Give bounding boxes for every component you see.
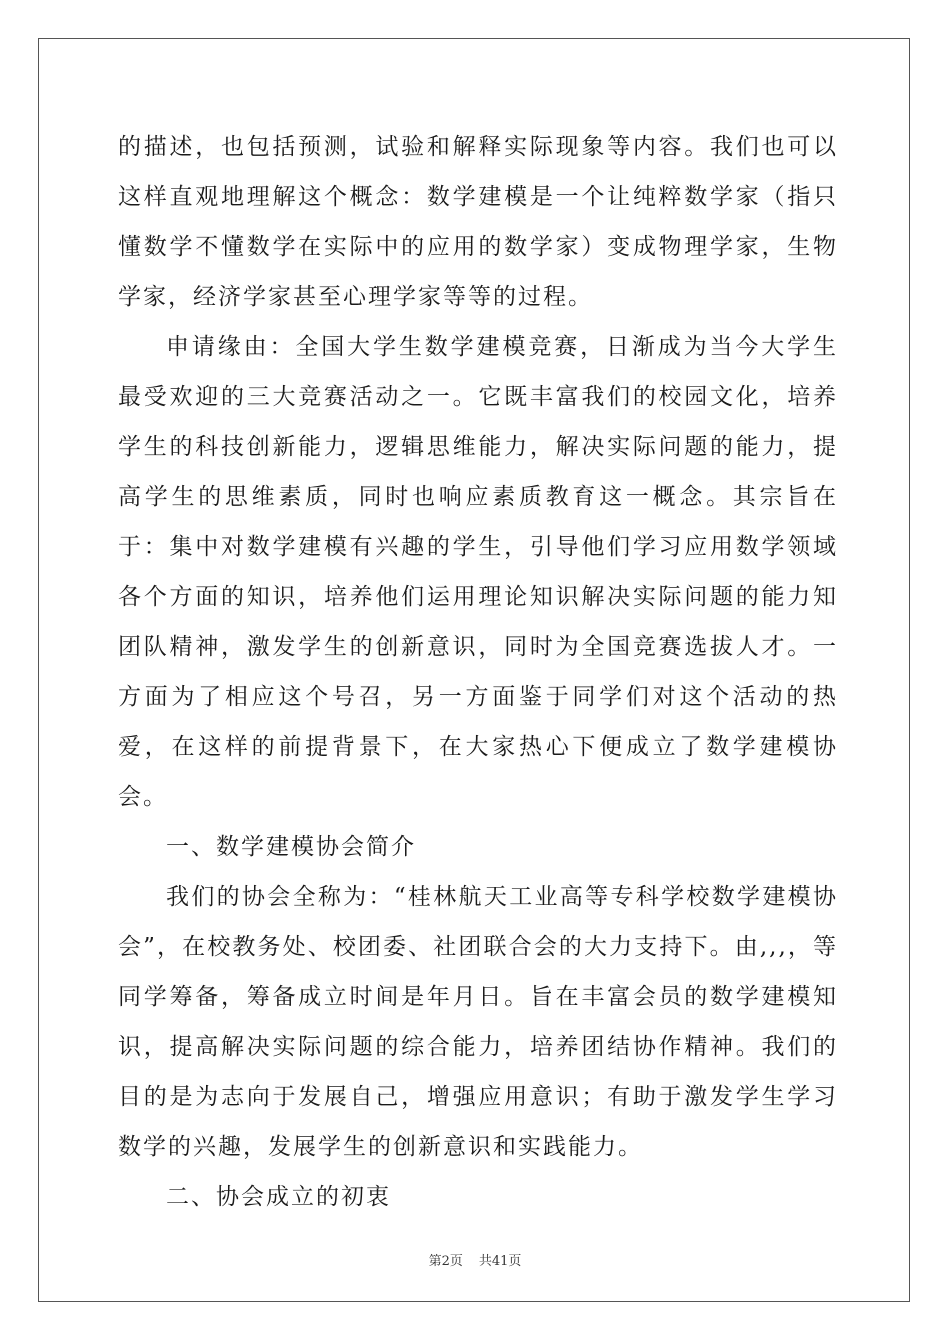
page-number: 第2页 [428, 1254, 463, 1269]
paragraph-continuation: 的描述，也包括预测，试验和解释实际现象等内容。我们也可以这样直观地理解这个概念：数学建模是一个让纯粹数学家（指只懂数学不懂数学在实际中的应用的数学家）变成物理学家，生物学家，经济学家甚至心理学家等等的过程。 [118, 134, 838, 310]
page-total: 共41页 [478, 1254, 522, 1269]
page-footer [0, 1250, 950, 1269]
paragraph-application-reason: 申请缘由：全国大学生数学建模竞赛，日渐成为当今大学生最受欢迎的三大竞赛活动之一。它既丰富我们的校园文化，培养学生的科技创新能力，逻辑思维能力，解决实际问题的能力，提高学生的思维素质，同时也响应素质教育这一概念。其宗旨在于：集中对数学建模有兴趣的学生，引导他们学习应用数学领域各个方面的知识，培养他们运用理论知识解决实际问题的能力知团队精神，激发学生的创新意识，同时为全国竞赛选拔人才。一方面为了相应这个号召，另一方面鉴于同学们对这个活动的热爱，在这样的前提背景下，在大家热心下便成立了数学建模协会。 [118, 334, 838, 810]
section-heading-founding-purpose: 二、协会成立的初衷 [166, 1184, 391, 1210]
paragraph-association-intro: 我们的协会全称为：“桂林航天工业高等专科学校数学建模协会”，在校教务处、校团委、社团联合会的大力支持下。由,,,，等同学筹备，筹备成立时间是年月日。旨在丰富会员的数学建模知识，提高解决实际问题的综合能力，培养团结协作精神。我们的目的是为志向于发展自己，增强应用意识；有助于激发学生学习数学的兴趣，发展学生的创新意识和实践能力。 [118, 884, 838, 1160]
section-heading-introduction: 一、数学建模协会简介 [166, 834, 416, 860]
document-body [118, 122, 838, 1222]
